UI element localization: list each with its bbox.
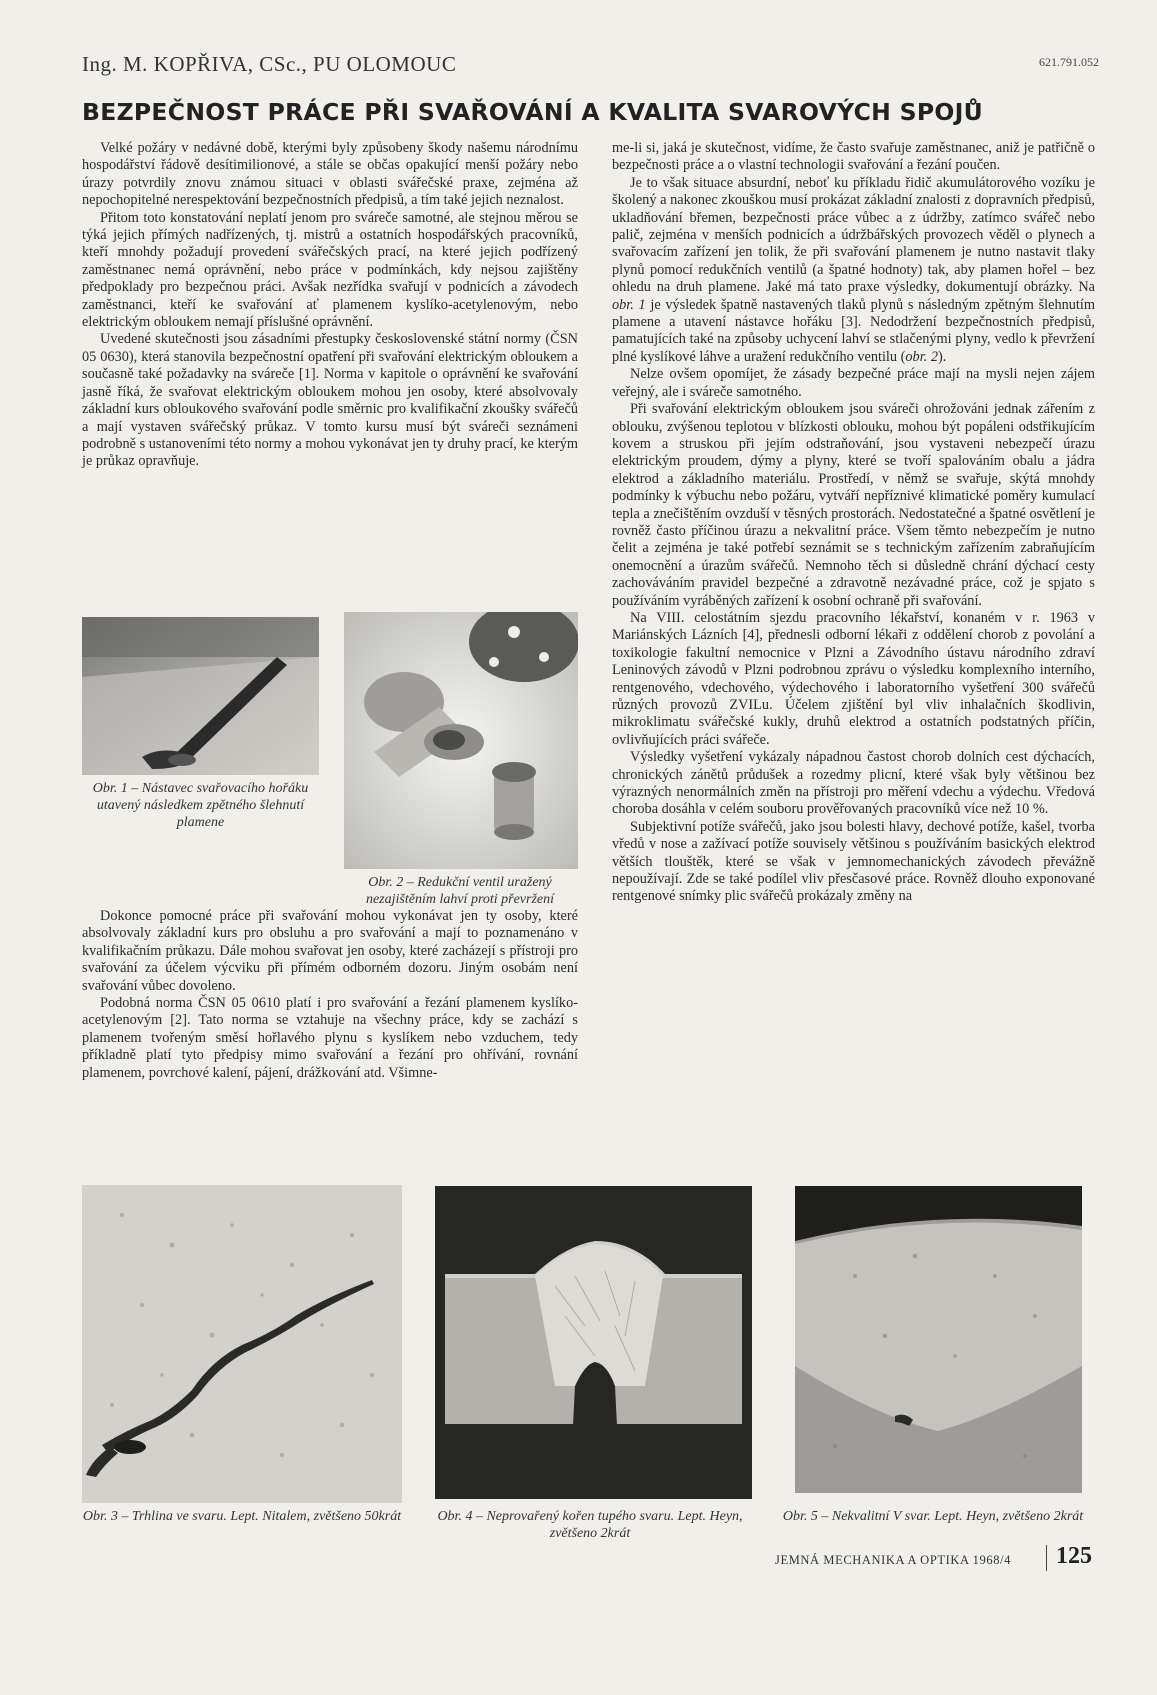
udc-code: 621.791.052 [1039, 55, 1099, 69]
figure-ref: obr. 1 [612, 296, 646, 313]
figure-1-caption: Obr. 1 – Nástavec svařovacího hořáku utavený následkem zpětného šlehnutí plamene [92, 781, 309, 830]
paragraph: Uvedené skutečnosti jsou zásadními přestupky československé státní normy (ČSN 05 0630), která stanovila bezpečnostní opatření při svařování elektrickým obloukem a současně také požadavky na sváreče [1]. Norma v kapitole o oprávnění ke svařování jasně říká, že svařovat elektrickým obloukem mohou jen osoby, které absolvovaly základní kurs obloukového svařování podle směrnic pro kvalifikační zkoušky svářečů a mají vystaven svářečský průkaz. V tomto kursu musí být sváreči seznámeni podrobně s ustanoveními této normy a mohou vykonávat jen ty druhy prací, ke kterým je průkaz opravňuje. [82, 331, 578, 470]
text-run: je výsledek špatně nastavených tlaků plynů s následným zpětným šlehnutím plamene a utavení nástavce hořáku [3]. Nedodržení bezpečnostních předpisů, pamatujících také na způsoby uchycení lahví se stlačenými plyny, vedlo k převržení plné kyslíkové láhve a uražení redukčního ventilu ( [612, 296, 1095, 365]
v-weld-image [795, 1186, 1082, 1493]
footer-divider [1046, 1545, 1047, 1571]
figure-1-photo [82, 617, 319, 775]
figure-ref: obr. 2 [905, 348, 938, 365]
journal-footer: JEMNÁ MECHANIKA A OPTIKA 1968/4 [775, 1553, 1011, 1567]
paragraph: Výsledky vyšetření vykázaly nápadnou častost chorob dolních cest dýchacích, chronických zánětů průdušek a rozedmy plicní, které však byly většinou bez výrazných nenormálních změn na přístroji pro měření vdechu a výdechu. Vředová choroba dosáhla v celém souboru prověřovaných pracovníků více než 10 %. [612, 749, 1095, 818]
torch-nozzle-image [82, 617, 319, 775]
paragraph: Nelze ovšem opomíjet, že zásady bezpečné práce mají na mysli nejen zájem veřejný, ale i sváreče samotného. [612, 366, 1095, 400]
figure-3-caption: Obr. 3 – Trhlina ve svaru. Lept. Nitalem, zvětšeno 50krát [82, 1509, 402, 1524]
figure-4-caption: Obr. 4 – Neprovařený kořen tupého svaru. Lept. Heyn, zvětšeno 2krát [437, 1509, 743, 1541]
paragraph: Při svařování elektrickým obloukem jsou sváreči ohrožováni jednak zářením z oblouku, zvýšenou teplotou v blízkosti oblouku, mohou být popáleni odstřikujícím kovem a struskou při jejím odstraňování, jsou vystaveni nebezpečí úrazu elektrickým proudem, dýmy a plyny, které se tvoří spalováním obalu a jádra elektrod a základního materiálu. Prostředí, v němž se svařuje, skýtá mnohdy podmínky k výbuchu nebo požáru, vytváří nepříznivé klimatické poměry kumulací tepla a znečištěním ovzduší v těsných prostorách. Nedostatečné a špatné osvětlení je rovněž často příčinou úrazu a nekvalitní práce. Všem těmto nebezpečím je nutno čelit a zejména je také potřebí seznámit se s technickým zařízením zabraňujícím onemocnění a úrazům svářečů. Nemnoho těch si důsledně chrání dýchací cesty zachováváním pravidel bezpečné a zdravotně nezávadné práce, což je spjato s používáním vyráběných zařízení k osobní ochraně při svařování. [612, 401, 1095, 609]
weld-crack-image [82, 1185, 402, 1503]
figure-4-photo [435, 1186, 752, 1499]
paragraph: Na VIII. celostátním sjezdu pracovního lékařství, konaném v r. 1963 v Mariánských Lázních [4], přednesli odborní lékaři z oddělení chorob z povolání a toxikologie fakultní nemocnice v Plzni a Závodního ústavu národního zdraví Leninových závodů v Plzni podrobnou zprávu o výsledku komplexního interního, rentgenového, vdechového, výdechového i laboratorního vyšetření 300 svářečů různých provozů ZVILu. Účelem zjištění byl vliv inhalačních škodlivin, mikroklimatu svářečské kukly, druhů elektrod a ostatních podstatných příčin, ovlivňujících práci svářeče. [612, 609, 1095, 748]
figure-5-photo [795, 1186, 1082, 1493]
figure-5-caption: Obr. 5 – Nekvalitní V svar. Lept. Heyn, zvětšeno 2krát [782, 1509, 1084, 1524]
right-column [612, 140, 1095, 906]
text-run: Je to však situace absurdní, neboť ku příkladu řidič akumulátorového vozíku je školený a nakonec zkouškou musí prokázat základní znalosti z dopravních předpisů, ukladňování břemen, bezpečnosti práce vůbec a z údržby, zatímco svářeč nebo palič, zejména v menších podnicích a údržbářských provozech věděl o plynech a svařovacím zařízení jen tolik, že při svařování plamenem je nutno nastavit tlaky plynů pomocí redukčních ventilů (a špatné hodnoty) tak, aby plamen hořel – bez ohledu na druh plamene. Jaké má tato praxe výsledky, dokumentují obrázky. Na [612, 174, 1095, 296]
figure-2-photo [344, 612, 578, 869]
paragraph: Subjektivní potíže svářečů, jako jsou bolesti hlavy, dechové potíže, kašel, tvorba vředů v nose a zažívací potíže souvisely většinou s používáním basických elektrod větších tlouštěk, které se však v jemnomechanických závodech převážně nepoužívají. Zde se také podílel vliv přesčasové práce. Rovněž dlouho exponované rentgenové snímky plic svářečů prokázaly změny na [612, 818, 1095, 905]
text-run: ). [937, 348, 947, 365]
paragraph: Přitom toto konstatování neplatí jenom pro sváreče samotné, ale stejnou měrou se týká jejich přímých nadřízených, tj. mistrů a ostatních hospodářských pracovníků, kteří mnohdy požadují provedení svářečských prací, na které jejich podřízený zaměstnanec nemá oprávnění, nebo práce v podmínkách, kdy nejsou zajištěny předpoklady pro bezpečnou práci. Avšak nezřídka svařují v podnicích a závodech zaměstnanci, kteří ke svařování ať plamenem kyslíko-acetylenovým, nebo elektrickým obloukem nemají příslušné oprávnění. [82, 209, 578, 331]
weld-root-image [435, 1186, 752, 1499]
paragraph: Velké požáry v nedávné době, kterými byly způsobeny škody našemu národnímu hospodářství řádově desítimilionové, a stále se občas opakující menší požáry nebo úrazy potvrdily znovu známou situaci v oblasti svářečské praxe, zejména až nepochopitelné nerespektování bezpečnostních předpisů, a tím také jejich neznalost. [82, 140, 578, 209]
paragraph: me-li si, jaká je skutečnost, vidíme, že často svařuje zaměstnanec, aniž je patřičně o bezpečnosti práce a o vlastní technologii svařování a řezání poučen. [612, 140, 1095, 174]
left-column-top [82, 140, 578, 471]
figure-3-photo [82, 1185, 402, 1503]
figure-2-caption: Obr. 2 – Redukční ventil uražený nezajištěním lahví proti převržení [365, 875, 555, 907]
article-title: BEZPEČNOST PRÁCE PŘI SVAŘOVÁNÍ A KVALITA SVAROVÝCH SPOJŮ [82, 98, 984, 126]
paragraph [612, 175, 1095, 366]
paragraph: Podobná norma ČSN 05 0610 platí i pro svařování a řezání plamenem kyslíko-acetylenovým [2]. Tato norma se vztahuje na všechny práce, kdy se zachází s plamenem tvořeným směsí hořlavého plynu s kyslíkem nebo vzduchem, tedy příkladně platí tyto předpisy mimo svařování a řezání pro ohřívání, rovnání plamenem, povrchové kalení, pájení, drážkování atd. Všimne- [82, 995, 578, 1081]
left-column-bottom [82, 908, 578, 1082]
page-number: 125 [1056, 1543, 1092, 1569]
pressure-valve-image [344, 612, 578, 869]
paragraph: Dokonce pomocné práce při svařování mohou vykonávat jen ty osoby, které absolvovaly základní kurs pro obsluhu a pro svařování a mají to poznamenáno v kvalifikačním průkazu. Dále mohou svařovat jen osoby, které zacházejí s přístroji pro svařování za účelem výcviku při přímém odborném dozoru. Jiným osobám není svařování vůbec dovoleno. [82, 908, 578, 994]
author-line: Ing. M. KOPŘIVA, CSc., PU OLOMOUC [82, 52, 457, 76]
